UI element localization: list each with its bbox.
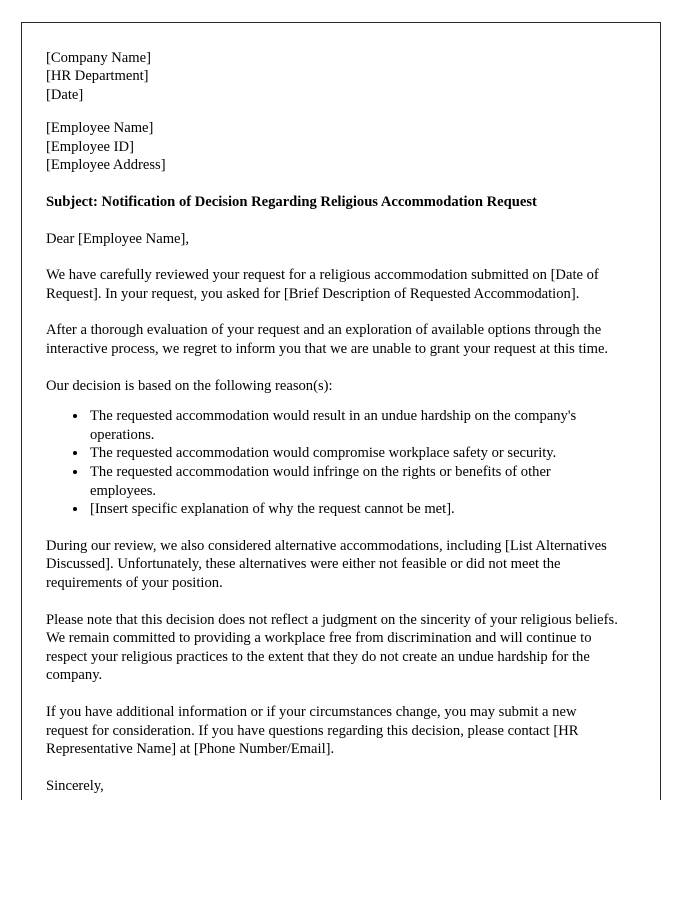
recipient-employee-id: [Employee ID]: [46, 138, 134, 155]
reasons-list: [46, 407, 618, 519]
paragraph-contact-information: If you have additional information or if your circumstances change, you may submit a new request for consideration. If you have questions regarding this decision, please contact [HR Representative Name] at [Phone Number/Email].: [46, 703, 579, 758]
letter-page: [21, 22, 661, 800]
letter-body: [46, 49, 618, 795]
paragraph-review-request: We have carefully reviewed your request for a religious accommodation submitted on [Date of Request]. In your request, you asked for [Brief Description of Requested Accommodation].: [46, 267, 599, 302]
address-spacer: [46, 104, 618, 119]
paragraph-nondiscrimination-note: Please note that this decision does not reflect a judgment on the sincerity of your religious beliefs. We remain committed to providing a workplace free from discrimination and will continue to respect your religious practices to the extent that they do not create an undue hardship for the company.: [46, 611, 618, 684]
sender-company-name: [Company Name]: [46, 50, 151, 66]
paragraph-reasons-intro: Our decision is based on the following reason(s):: [46, 377, 333, 394]
paragraph-alternatives-considered: During our review, we also considered alternative accommodations, including [List Alternatives Discussed]. Unfortunately, these alternatives were either not feasible or did not meet the requirements of your position.: [46, 537, 607, 591]
sender-address-block: [46, 49, 618, 104]
closing-salutation: Sincerely,: [46, 777, 104, 794]
sender-department: [HR Department]: [46, 68, 149, 85]
salutation: Dear [Employee Name],: [46, 230, 190, 247]
recipient-employee-name: [Employee Name]: [46, 120, 154, 137]
recipient-address-block: [46, 119, 618, 174]
recipient-employee-address: [Employee Address]: [46, 157, 166, 174]
list-item: • The requested accommodation would compromise workplace safety or security.: [88, 444, 618, 463]
subject-line: Subject: Notification of Decision Regarding Religious Accommodation Request: [46, 194, 537, 211]
paragraph-decision-denial: After a thorough evaluation of your request and an exploration of available options through the interactive process, we regret to inform you that we are unable to grant your request at this time.: [46, 322, 609, 358]
list-item: • [Insert specific explanation of why the request cannot be met].: [88, 500, 618, 519]
list-item: • The requested accommodation would infringe on the rights or benefits of other employees.: [88, 463, 618, 500]
list-item: • The requested accommodation would result in an undue hardship on the company's operations.: [88, 407, 618, 444]
sender-date: [Date]: [46, 86, 84, 103]
